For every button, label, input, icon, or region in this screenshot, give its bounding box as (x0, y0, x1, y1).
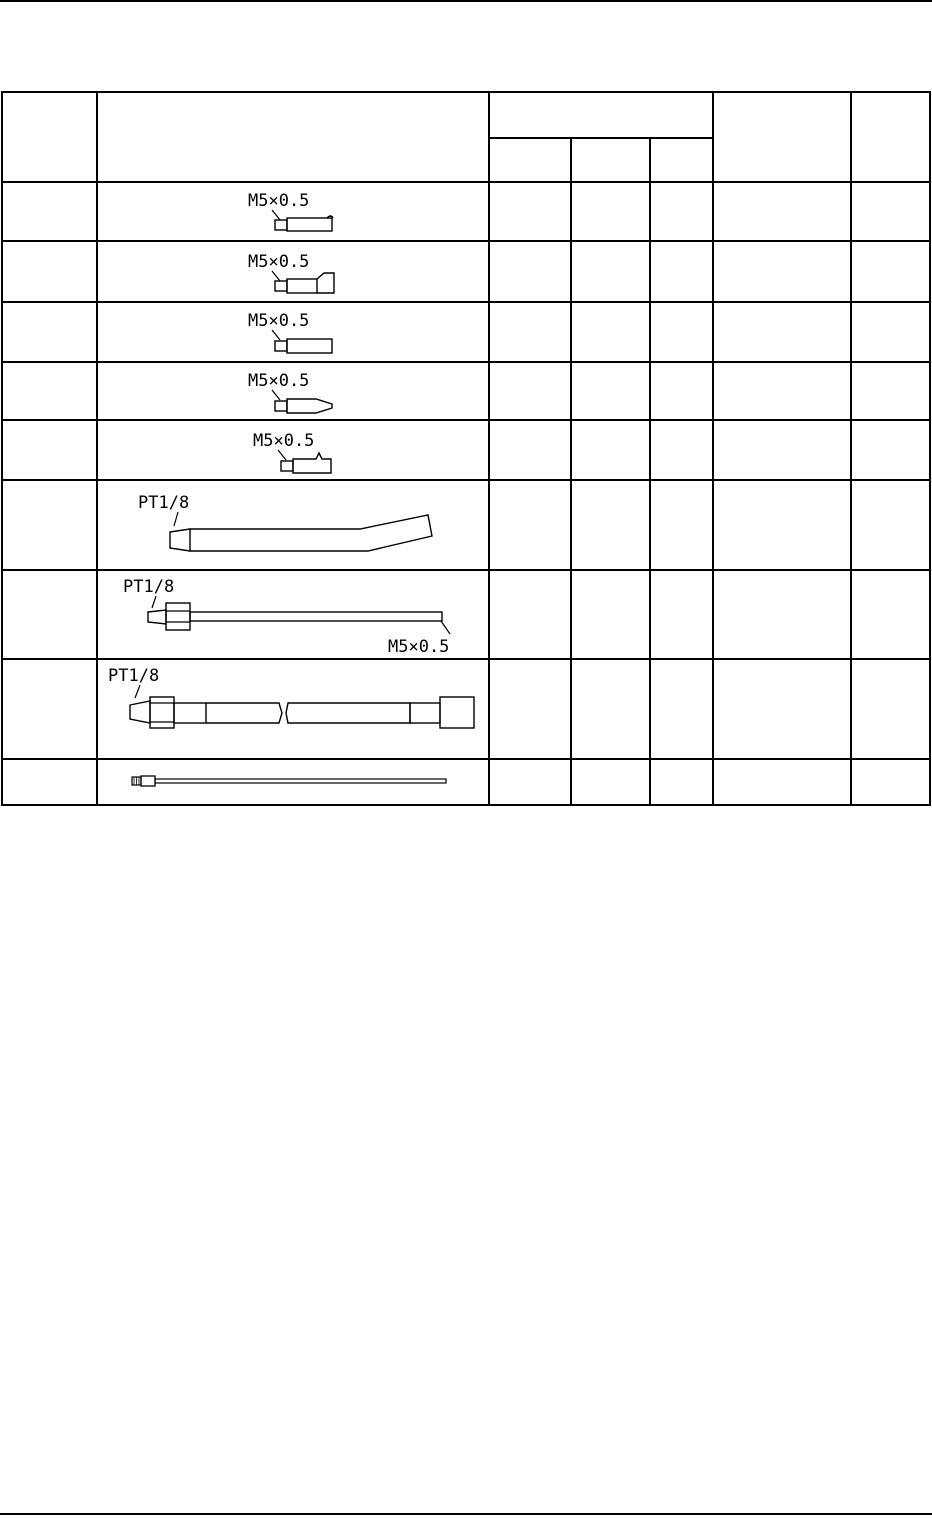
row-cell (2, 241, 97, 302)
row-cell (650, 302, 713, 362)
thread-label-2: M5×0.5 (388, 637, 450, 657)
row-cell (713, 480, 851, 570)
header-sub-3 (650, 138, 713, 182)
table-row (2, 182, 930, 241)
row-cell (2, 480, 97, 570)
row-cell (489, 659, 571, 759)
thread-label: M5×0.5 (248, 252, 310, 272)
row-cell (571, 362, 650, 420)
row-cell (571, 241, 650, 302)
row-cell (489, 420, 571, 480)
bent-pipe-nozzle-icon (98, 482, 488, 568)
row-cell (2, 182, 97, 241)
row-cell (650, 420, 713, 480)
drawing-cell (97, 302, 489, 362)
row-cell (851, 759, 930, 805)
table-row (2, 570, 930, 659)
drawing-cell (97, 659, 489, 759)
row-cell (713, 362, 851, 420)
row-cell (2, 302, 97, 362)
row-cell (571, 659, 650, 759)
header-sub-2 (571, 138, 650, 182)
header-col-2 (97, 92, 489, 182)
row-cell (2, 420, 97, 480)
row-cell (571, 759, 650, 805)
nozzle-tapered-icon (98, 364, 488, 418)
row-cell (489, 480, 571, 570)
header-sub-1 (489, 138, 571, 182)
row-cell (2, 759, 97, 805)
drawing-cell (97, 420, 489, 480)
row-cell (489, 570, 571, 659)
row-cell (713, 182, 851, 241)
thread-label: M5×0.5 (248, 371, 310, 391)
row-cell (713, 759, 851, 805)
hose-assembly-icon (98, 661, 488, 757)
drawing-cell (97, 241, 489, 302)
header-col-4 (713, 92, 851, 182)
row-cell (571, 420, 650, 480)
bottom-rule (0, 1513, 932, 1515)
row-cell (571, 182, 650, 241)
row-cell (713, 241, 851, 302)
table-row (2, 420, 930, 480)
thread-label: PT1/8 (123, 577, 175, 597)
row-cell (713, 420, 851, 480)
row-cell (650, 182, 713, 241)
drawing-cell (97, 480, 489, 570)
drawing-cell (97, 182, 489, 241)
drawing-cell (97, 362, 489, 420)
row-cell (2, 570, 97, 659)
thread-label: PT1/8 (138, 493, 190, 513)
row-cell (851, 302, 930, 362)
row-cell (489, 759, 571, 805)
row-cell (851, 362, 930, 420)
row-cell (650, 570, 713, 659)
row-cell (489, 302, 571, 362)
row-cell (851, 241, 930, 302)
thread-label: M5×0.5 (248, 191, 310, 211)
row-cell (713, 570, 851, 659)
nozzle-side-outlet-icon (98, 422, 488, 478)
thread-label: M5×0.5 (253, 431, 315, 451)
row-cell (851, 182, 930, 241)
table-row (2, 302, 930, 362)
row-cell (2, 659, 97, 759)
row-cell (650, 759, 713, 805)
nozzle-bent-tip-icon (98, 184, 488, 239)
row-cell (2, 362, 97, 420)
table-row (2, 759, 930, 805)
row-cell (489, 182, 571, 241)
table-row (2, 241, 930, 302)
row-cell (851, 570, 930, 659)
parts-table (1, 91, 931, 806)
row-cell (851, 659, 930, 759)
table-row (2, 659, 930, 759)
slim-rod-nozzle-icon (98, 761, 488, 803)
nozzle-straight-icon (98, 304, 488, 360)
drawing-cell (97, 570, 489, 659)
row-cell (851, 480, 930, 570)
header-col-1 (2, 92, 97, 182)
row-cell (650, 241, 713, 302)
thread-label: PT1/8 (108, 666, 160, 686)
table-row (2, 362, 930, 420)
row-cell (571, 302, 650, 362)
thread-label: M5×0.5 (248, 311, 310, 331)
top-rule (0, 0, 932, 2)
row-cell (713, 659, 851, 759)
row-cell (650, 480, 713, 570)
row-cell (851, 420, 930, 480)
row-cell (713, 302, 851, 362)
row-cell (650, 659, 713, 759)
table-row (2, 480, 930, 570)
extension-pipe-icon (98, 572, 488, 657)
row-cell (489, 362, 571, 420)
row-cell (571, 570, 650, 659)
header-col-5 (851, 92, 930, 182)
row-cell (489, 241, 571, 302)
nozzle-right-angle-icon (98, 243, 488, 300)
header-group (489, 92, 713, 138)
row-cell (650, 362, 713, 420)
row-cell (571, 480, 650, 570)
drawing-cell (97, 759, 489, 805)
